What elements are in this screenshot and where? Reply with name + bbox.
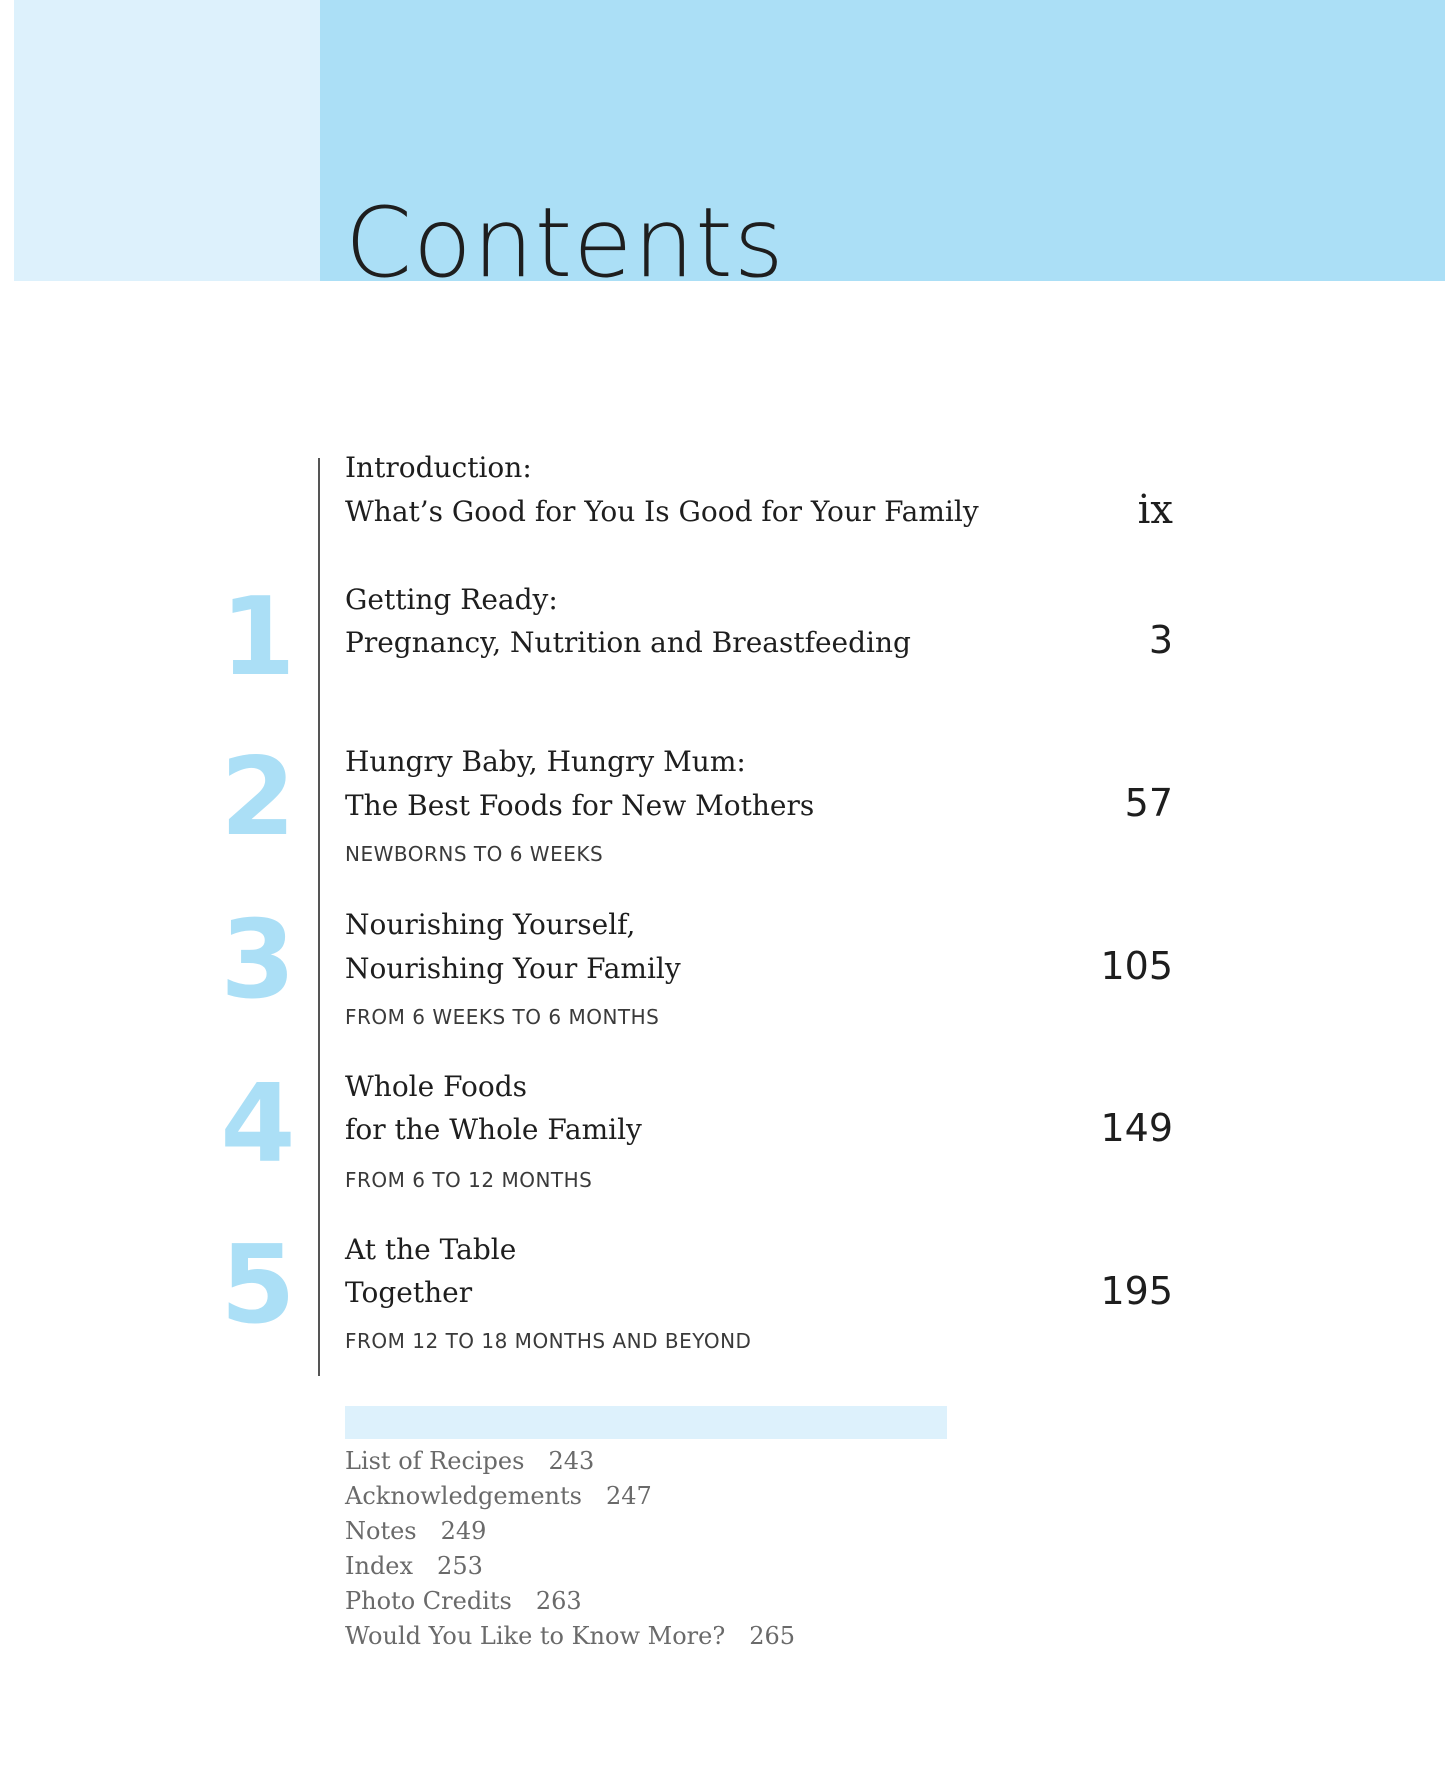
back-matter-label: Notes — [345, 1517, 417, 1545]
entry-age-range: NEWBORNS TO 6 WEEKS — [345, 842, 604, 866]
back-matter-page: 249 — [440, 1517, 487, 1545]
entry-page-number: 105 — [1100, 944, 1173, 988]
chapter-numeral: 2 — [220, 735, 296, 860]
back-matter-label: Would You Like to Know More? — [345, 1622, 726, 1650]
back-matter-label: Index — [345, 1552, 414, 1580]
entry-title-line1: At the Table — [345, 1233, 517, 1266]
vertical-rule — [318, 458, 320, 1376]
back-matter-page: 265 — [749, 1622, 796, 1650]
chapter-numeral: 5 — [220, 1223, 296, 1348]
chapter-numeral: 1 — [220, 575, 296, 700]
back-matter-item-index[interactable] — [345, 1549, 795, 1584]
back-matter-page: 247 — [605, 1482, 652, 1510]
back-matter-item-photo-credits[interactable] — [345, 1584, 795, 1619]
back-matter-bar — [345, 1406, 947, 1439]
back-matter-page: 253 — [437, 1552, 483, 1580]
entry-page-number: ix — [1137, 487, 1173, 533]
back-matter-label: Acknowledgements — [345, 1482, 582, 1510]
back-matter-item-notes[interactable] — [345, 1514, 795, 1549]
back-matter-page: 243 — [548, 1447, 595, 1475]
back-matter-list — [345, 1444, 795, 1654]
back-matter-label: List of Recipes — [345, 1447, 525, 1475]
entry-title-line1: Whole Foods — [345, 1070, 527, 1103]
entry-title-line1: Nourishing Yourself, — [345, 908, 636, 941]
entry-title-line1: Getting Ready: — [345, 583, 558, 616]
chapter-numeral: 3 — [220, 898, 296, 1023]
entry-age-range: FROM 6 TO 12 MONTHS — [345, 1168, 593, 1192]
back-matter-item-list-of-recipes[interactable] — [345, 1444, 795, 1479]
entry-title-line2: What’s Good for You Is Good for Your Family — [345, 495, 979, 528]
entry-title-line2: Nourishing Your Family — [345, 952, 681, 985]
entry-title-line1: Introduction: — [345, 451, 532, 484]
entry-title-line2: Together — [345, 1276, 473, 1309]
entry-title-line2: Pregnancy, Nutrition and Breastfeeding — [345, 626, 911, 659]
entry-title-line2: for the Whole Family — [345, 1113, 642, 1146]
chapter-numeral: 4 — [220, 1062, 296, 1187]
entry-page-number: 149 — [1100, 1106, 1173, 1150]
header-band-left — [14, 0, 320, 281]
entry-title-line1: Hungry Baby, Hungry Mum: — [345, 745, 746, 778]
entry-page-number: 195 — [1100, 1269, 1173, 1313]
page-title: Contents — [345, 187, 785, 299]
back-matter-page: 263 — [535, 1587, 582, 1615]
entry-page-number: 3 — [1148, 618, 1173, 662]
back-matter-label: Photo Credits — [345, 1587, 512, 1615]
back-matter-item-acknowledgements[interactable] — [345, 1479, 795, 1514]
entry-page-number: 57 — [1124, 781, 1173, 825]
entry-title-line2: The Best Foods for New Mothers — [345, 789, 815, 822]
entry-age-range: FROM 6 WEEKS TO 6 MONTHS — [345, 1005, 660, 1029]
back-matter-item-would-you-like-to-know-more[interactable] — [345, 1619, 795, 1654]
entry-age-range: FROM 12 TO 18 MONTHS AND BEYOND — [345, 1329, 752, 1353]
